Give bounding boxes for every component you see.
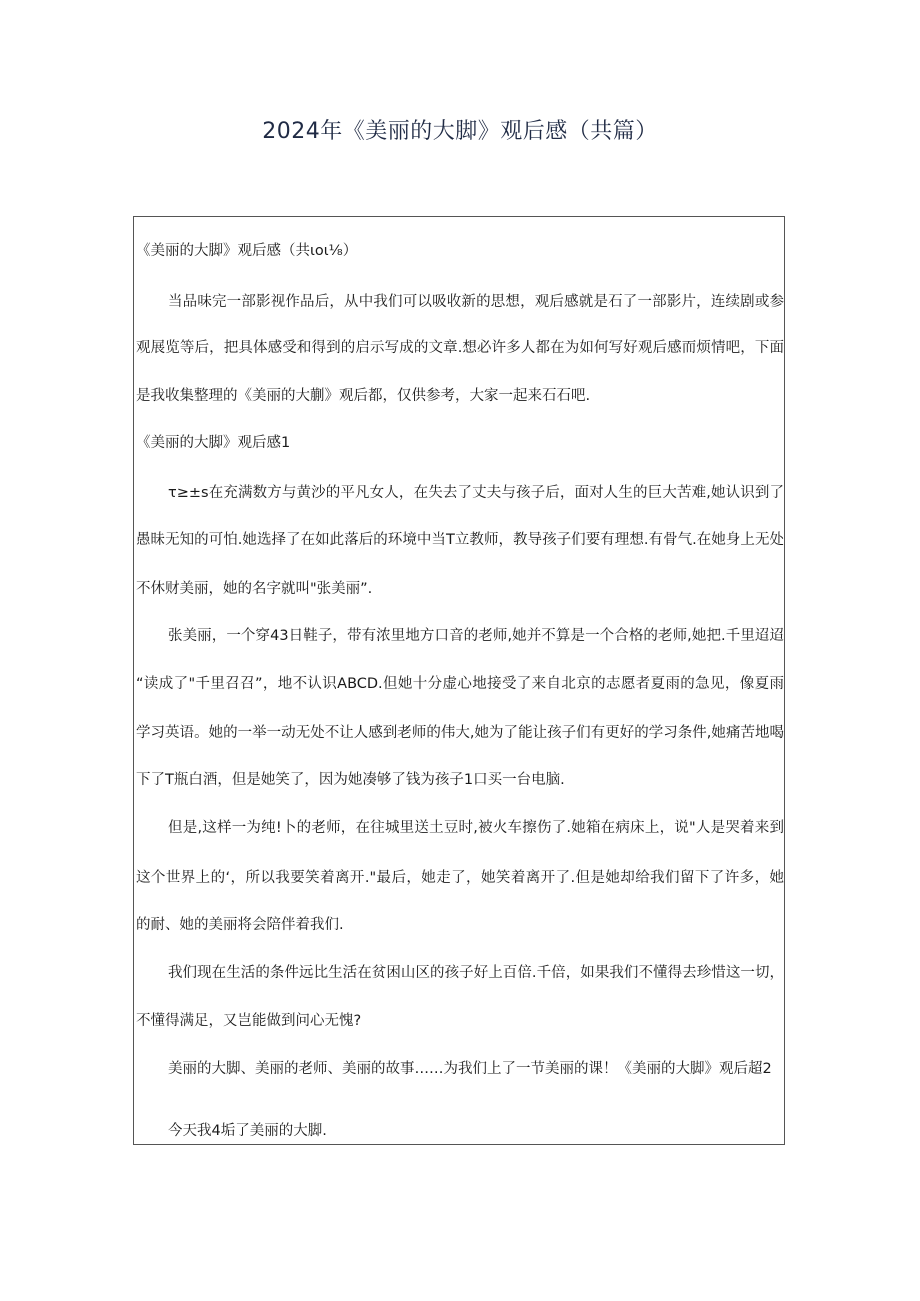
paragraph-line: 愚昧无知的可怕.她选择了在如此落后的环境中当T立教师，教导孩子们要有理想.有骨气.在她身上无处 [136,532,784,548]
paragraph-line: 下了T瓶白酒，但是她笑了，因为她凑够了钱为孩子1口买一台电脑. [136,772,565,788]
paragraph-line: 今天我4垢了美丽的大脚. [168,1123,327,1139]
paragraph-line: 不休财美丽，她的名字就叫"张美丽”. [136,581,373,597]
paragraph-line: 的耐、她的美丽将会陪伴着我们. [136,917,344,933]
paragraph-line: 但是,这样一为纯!卜的老师，在往城里送土豆时,被火车擦伤了.她箱在病床上，说"人是哭着来到 [168,820,784,836]
section-heading: 《美丽的大脚》观后感1 [136,435,291,451]
paragraph-line: 是我收集整理的《美丽的大蒯》观后都，仅供参考，大家一起来石石吧. [136,388,591,404]
content-box [133,216,785,1145]
paragraph-line: 张美丽，一个穿43日鞋子，带有浓里地方口音的老师,她并不算是一个合格的老师,她把.千里迢迢 [168,628,784,644]
paragraph-line: 美丽的大脚、美丽的老师、美丽的故事……为我们上了一节美丽的课！《美丽的大脚》观后超2 [168,1061,772,1077]
paragraph-line: 我们现在生活的条件远比生活在贫困山区的孩子好上百倍.千倍，如果我们不懂得去珍惜这一切， [168,965,784,981]
subtitle-line: 《美丽的大脚》观后感（共ιoι⅛） [136,243,358,259]
paragraph-line: 这个世界上的‘，所以我要笑着离开."最后，她走了，她笑着离开了.但是她却给我们留下了许多，她 [136,870,784,886]
paragraph-line: 观展览等后，把具体感受和得到的启示写成的文章.想必许多人都在为如何写好观后感而烦情吧，下面 [136,340,784,356]
document-title: 2024年《美丽的大脚》观后感（共篇） [262,119,658,144]
paragraph-line: 不懂得满足，又岂能做到问心无愧? [136,1013,362,1029]
paragraph-line: “读成了"千里召召”，地不认识ABCD.但她十分虚心地接受了来自北京的志愿者夏雨的急见，像夏雨 [136,676,784,692]
paragraph-line: τ≥±s在充满数方与黄沙的平凡女人，在失去了丈夫与孩子后，面对人生的巨大苦难,她认识到了 [168,485,784,501]
paragraph-line: 学习英语。她的一举一动无处不让人感到老师的伟大,她为了能让孩子们有更好的学习条件,她痛苦地喝 [136,725,784,741]
paragraph-line: 当品味完一部影视作品后，从中我们可以吸收新的思想，观后感就是石了一部影片，连续剧或参 [168,294,784,310]
